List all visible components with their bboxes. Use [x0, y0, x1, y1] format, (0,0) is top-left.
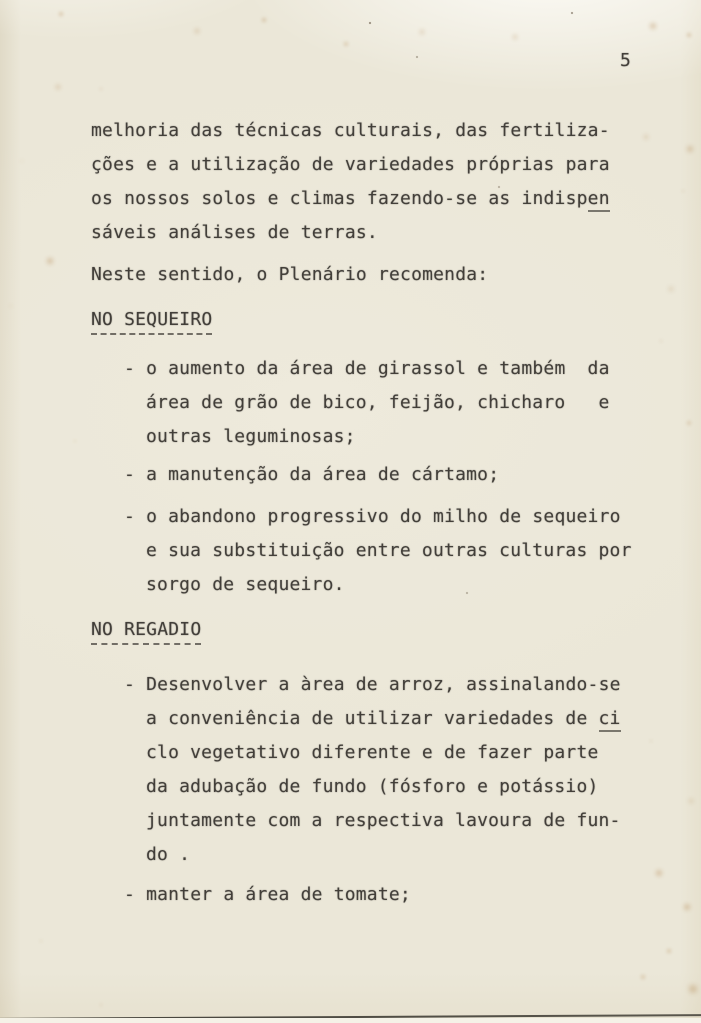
- regadio-item-1-line-2: [146, 708, 621, 729]
- regadio-item-1-line-4: da adubação de fundo (fósforo e potássio): [146, 776, 599, 797]
- intro-line-4: sáveis análises de terras.: [91, 222, 378, 243]
- sequeiro-item-1-line-3: outras leguminosas;: [146, 426, 356, 447]
- sequeiro-item-1-line-1: - o aumento da área de girassol e também da: [124, 358, 610, 379]
- page-number: 5: [620, 50, 632, 71]
- hyphenation-underline: ci: [599, 708, 621, 732]
- section-heading-sequeiro-text: NO SEQUEIRO: [91, 309, 212, 335]
- lead-line: Neste sentido, o Plenário recomenda:: [91, 264, 489, 285]
- hyphenation-underline: en: [588, 188, 610, 212]
- regadio-item-1-line-1: - Desenvolver a àrea de arroz, assinalando-se: [124, 674, 621, 695]
- intro-line-3: [91, 188, 610, 209]
- scan-background-strip: [0, 1018, 701, 1023]
- sequeiro-item-3-line-2: e sua substituição entre outras culturas por: [146, 540, 632, 561]
- section-heading-regadio-text: NO REGADIO: [91, 619, 201, 645]
- sequeiro-item-1-line-2: área de grão de bico, feijão, chicharo e: [146, 392, 610, 413]
- regadio-item-1-line-5: juntamente com a respectiva lavoura de fun-: [146, 810, 621, 831]
- intro-line-1: melhoria das técnicas culturais, das fertiliza-: [91, 120, 610, 141]
- regadio-item-1-line-6: do .: [146, 844, 191, 865]
- sequeiro-item-3-line-1: - o abandono progressivo do milho de sequeiro: [124, 506, 621, 527]
- ink-specks: [0, 0, 2, 2]
- intro-line-2: ções e a utilização de variedades próprias para: [91, 154, 610, 175]
- regadio-item-1-line-2-text: a conveniência de utilizar variedades de: [146, 708, 599, 729]
- regadio-item-1-line-3: clo vegetativo diferente e de fazer parte: [146, 742, 599, 763]
- regadio-item-2-line-1: - manter a área de tomate;: [124, 884, 411, 905]
- section-heading-sequeiro: [91, 309, 212, 335]
- sequeiro-item-2-line-1: - a manutenção da área de cártamo;: [124, 464, 500, 485]
- sequeiro-item-3-line-3: sorgo de sequeiro.: [146, 574, 345, 595]
- intro-line-3-text: os nossos solos e climas fazendo-se as indisp: [91, 188, 588, 209]
- section-heading-regadio: [91, 619, 201, 645]
